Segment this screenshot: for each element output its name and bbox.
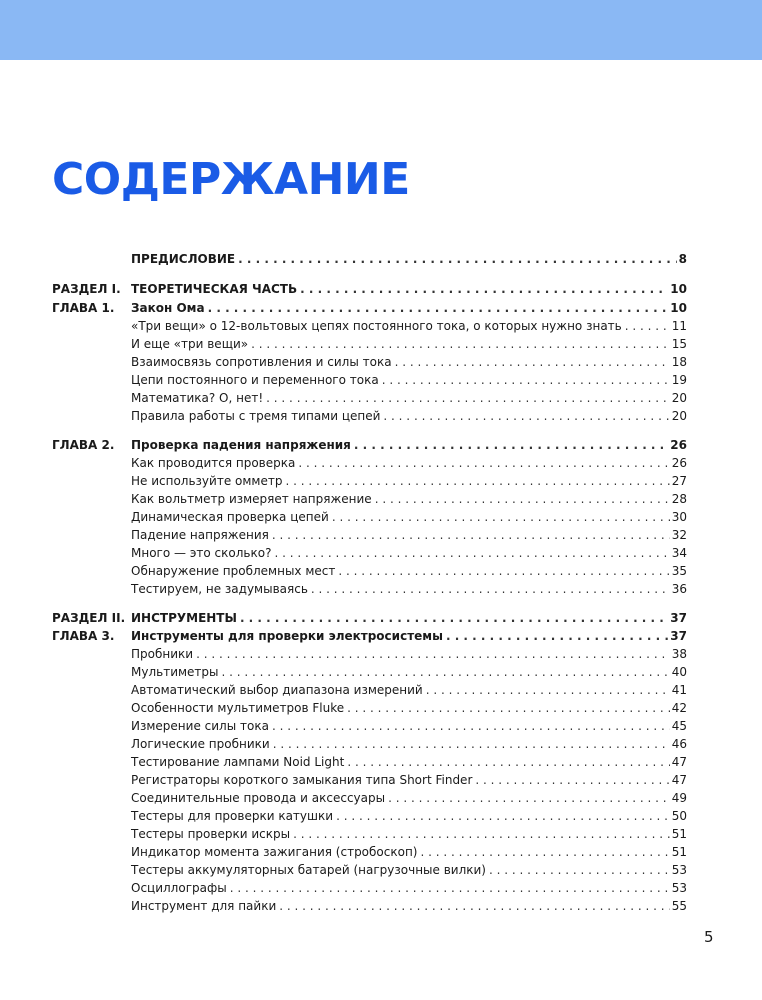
toc-page-number: 15	[671, 337, 687, 351]
toc-entry-line	[131, 353, 687, 372]
toc-entry-line	[131, 436, 687, 455]
toc-entry	[0, 335, 762, 354]
toc-page-number: 20	[671, 409, 687, 423]
toc-entry-line	[131, 454, 687, 473]
toc-entry	[0, 753, 762, 772]
toc-dot-leader	[272, 717, 670, 736]
toc-page-number: 32	[671, 528, 687, 542]
toc-entry-line	[131, 407, 687, 426]
toc-entry-title: Индикатор момента зажигания (стробоскоп)	[131, 843, 420, 862]
toc-entry-title: «Три вещи» о 12-вольтовых цепях постоянного тока, о которых нужно знать	[131, 317, 625, 336]
toc-entry	[0, 609, 762, 628]
toc-page-number: 35	[671, 564, 687, 578]
toc-entry-title: Падение напряжения	[131, 526, 272, 545]
toc-entry-line	[131, 753, 687, 772]
toc-entry-title: Измерение силы тока	[131, 717, 272, 736]
toc-entry-line	[131, 807, 687, 826]
toc-entry-line	[131, 645, 687, 664]
toc-entry-title: Взаимосвязь сопротивления и силы тока	[131, 353, 395, 372]
toc-entry-line	[131, 472, 687, 491]
toc-dot-leader	[208, 299, 669, 318]
toc-dot-leader	[383, 407, 669, 426]
toc-entry	[0, 807, 762, 826]
toc-dot-leader	[274, 544, 669, 563]
toc-entry-line	[131, 735, 687, 754]
toc-page-number: 45	[671, 719, 687, 733]
toc-dot-leader	[426, 681, 670, 700]
toc-entry	[0, 472, 762, 491]
toc-entry-title: Как проводится проверка	[131, 454, 298, 473]
toc-dot-leader	[293, 825, 670, 844]
toc-entry-title: Тестеры аккумуляторных батарей (нагрузочные вилки)	[131, 861, 489, 880]
toc-dot-leader	[354, 436, 668, 455]
toc-entry-title: Мультиметры	[131, 663, 222, 682]
toc-dot-leader	[347, 753, 669, 772]
toc-page-number: 38	[671, 647, 687, 661]
toc-entry-line	[131, 843, 687, 862]
toc-entry-title: Закон Ома	[131, 299, 208, 318]
toc-entry	[0, 250, 762, 269]
toc-dot-leader	[338, 562, 669, 581]
toc-entry-line	[131, 861, 687, 880]
toc-entry-line	[131, 789, 687, 808]
toc-section-label: РАЗДЕЛ I.	[52, 282, 121, 296]
toc-entry-line	[131, 699, 687, 718]
toc-dot-leader	[279, 897, 669, 916]
toc-entry-line	[131, 250, 687, 269]
toc-dot-leader	[300, 280, 668, 299]
toc-entry	[0, 317, 762, 336]
toc-entry-line	[131, 280, 687, 299]
toc-page-number: 18	[671, 355, 687, 369]
toc-entry	[0, 299, 762, 318]
toc-dot-leader	[332, 508, 670, 527]
toc-entry-title: Тестируем, не задумываясь	[131, 580, 311, 599]
toc-entry	[0, 789, 762, 808]
toc-entry	[0, 663, 762, 682]
toc-entry-title: Цепи постоянного и переменного тока	[131, 371, 382, 390]
toc-entry	[0, 353, 762, 372]
toc-entry	[0, 699, 762, 718]
toc-entry	[0, 825, 762, 844]
toc-page-number: 42	[671, 701, 687, 715]
toc-entry-line	[131, 580, 687, 599]
toc-page-number: 26	[671, 456, 687, 470]
toc-entry-line	[131, 544, 687, 563]
toc-entry-title: Много — это сколько?	[131, 544, 274, 563]
toc-entry-title: ПРЕДИСЛОВИЕ	[131, 250, 238, 269]
toc-entry	[0, 436, 762, 455]
toc-dot-leader	[230, 879, 670, 898]
toc-entry-line	[131, 717, 687, 736]
toc-entry	[0, 879, 762, 898]
toc-entry-title: ТЕОРЕТИЧЕСКАЯ ЧАСТЬ	[131, 280, 300, 299]
toc-entry	[0, 735, 762, 754]
toc-dot-leader	[251, 335, 670, 354]
toc-entry-title: Тестирование лампами Noid Light	[131, 753, 347, 772]
toc-dot-leader	[625, 317, 670, 336]
toc-entry-line	[131, 335, 687, 354]
toc-entry	[0, 681, 762, 700]
toc-page-number: 51	[671, 827, 687, 841]
toc-dot-leader	[347, 699, 670, 718]
toc-entry-title: Осциллографы	[131, 879, 230, 898]
toc-page-number: 49	[671, 791, 687, 805]
toc-entry-title: Автоматический выбор диапазона измерений	[131, 681, 426, 700]
toc-dot-leader	[196, 645, 670, 664]
toc-entry	[0, 526, 762, 545]
toc-page-number: 20	[671, 391, 687, 405]
toc-entry-line	[131, 897, 687, 916]
toc-entry	[0, 407, 762, 426]
toc-entry-title: Математика? О, нет!	[131, 389, 266, 408]
toc-dot-leader	[489, 861, 670, 880]
toc-page-number: 55	[671, 899, 687, 913]
toc-entry	[0, 544, 762, 563]
toc-entry-title: Обнаружение проблемных мест	[131, 562, 338, 581]
toc-section-label: ГЛАВА 3.	[52, 629, 115, 643]
toc-page-number: 11	[671, 319, 687, 333]
toc-entry-line	[131, 609, 687, 628]
toc-entry-title: Как вольтметр измеряет напряжение	[131, 490, 375, 509]
toc-dot-leader	[298, 454, 669, 473]
toc-entry-line	[131, 562, 687, 581]
toc-entry	[0, 371, 762, 390]
toc-page-number: 46	[671, 737, 687, 751]
toc-page-number: 53	[671, 881, 687, 895]
toc-section-label: ГЛАВА 1.	[52, 301, 115, 315]
toc-entry-title: Соединительные провода и аксессуары	[131, 789, 388, 808]
toc-entry	[0, 627, 762, 646]
toc-entry-line	[131, 508, 687, 527]
toc-dot-leader	[238, 250, 677, 269]
toc-entry	[0, 717, 762, 736]
toc-entry-line	[131, 825, 687, 844]
toc-dot-leader	[446, 627, 668, 646]
toc-entry-title: Динамическая проверка цепей	[131, 508, 332, 527]
toc-page-number: 37	[670, 629, 687, 643]
toc-entry-title: Не используйте омметр	[131, 472, 285, 491]
toc-entry-title: Регистраторы короткого замыкания типа Short Finder	[131, 771, 475, 790]
toc-entry-line	[131, 490, 687, 509]
toc-page-number: 10	[670, 282, 687, 296]
toc-dot-leader	[388, 789, 670, 808]
toc-entry-line	[131, 771, 687, 790]
toc-page-number: 36	[671, 582, 687, 596]
toc-entry-title: И еще «три вещи»	[131, 335, 251, 354]
toc-entry	[0, 645, 762, 664]
toc-page-number: 50	[671, 809, 687, 823]
toc-page-number: 26	[670, 438, 687, 452]
toc-dot-leader	[272, 526, 670, 545]
toc-dot-leader	[285, 472, 669, 491]
toc-dot-leader	[266, 389, 670, 408]
toc-dot-leader	[475, 771, 669, 790]
toc-entry-title: Правила работы с тремя типами цепей	[131, 407, 383, 426]
toc-dot-leader	[311, 580, 670, 599]
toc-page-number: 51	[671, 845, 687, 859]
toc-entry	[0, 843, 762, 862]
toc-page-number: 47	[671, 755, 687, 769]
toc-page-number: 8	[678, 252, 687, 266]
toc-entry-title: Инструменты для проверки электросистемы	[131, 627, 446, 646]
toc-entry-line	[131, 526, 687, 545]
toc-dot-leader	[420, 843, 669, 862]
toc-entry-title: Проверка падения напряжения	[131, 436, 354, 455]
toc-page-number: 37	[670, 611, 687, 625]
toc-section-label: ГЛАВА 2.	[52, 438, 115, 452]
toc-dot-leader	[336, 807, 670, 826]
toc-entry	[0, 897, 762, 916]
toc-entry-title: Особенности мультиметров Fluke	[131, 699, 347, 718]
toc-entry-line	[131, 879, 687, 898]
toc-entry	[0, 389, 762, 408]
toc-entry-line	[131, 317, 687, 336]
toc-entry	[0, 490, 762, 509]
toc-dot-leader	[273, 735, 670, 754]
toc-dot-leader	[240, 609, 668, 628]
toc-entry-line	[131, 389, 687, 408]
toc-entry-title: Тестеры для проверки катушки	[131, 807, 336, 826]
toc-entry-line	[131, 663, 687, 682]
toc-dot-leader	[395, 353, 670, 372]
toc-dot-leader	[375, 490, 670, 509]
toc-entry-title: Инструмент для пайки	[131, 897, 279, 916]
toc-entry	[0, 508, 762, 527]
toc-section-label: РАЗДЕЛ II.	[52, 611, 126, 625]
toc-entry-line	[131, 371, 687, 390]
toc-page-number: 10	[670, 301, 687, 315]
toc-entry	[0, 562, 762, 581]
toc-entry-title: Тестеры проверки искры	[131, 825, 293, 844]
toc-entry-line	[131, 681, 687, 700]
toc-page-number: 34	[671, 546, 687, 560]
toc-entry	[0, 280, 762, 299]
toc-page-number: 19	[671, 373, 687, 387]
toc-page-number: 28	[671, 492, 687, 506]
toc-entry-title: Логические пробники	[131, 735, 273, 754]
toc-dot-leader	[382, 371, 670, 390]
toc-page-number: 30	[671, 510, 687, 524]
toc-entry-title: ИНСТРУМЕНТЫ	[131, 609, 240, 628]
toc-page-number: 53	[671, 863, 687, 877]
toc-entry-line	[131, 627, 687, 646]
toc-entry	[0, 771, 762, 790]
toc-page-number: 41	[671, 683, 687, 697]
page-number: 5	[704, 928, 714, 946]
toc-entry	[0, 580, 762, 599]
page-title: СОДЕРЖАНИЕ	[52, 154, 410, 205]
toc-dot-leader	[222, 663, 670, 682]
toc-entry-title: Пробники	[131, 645, 196, 664]
toc-entry-line	[131, 299, 687, 318]
toc-entry	[0, 454, 762, 473]
toc-page-number: 40	[671, 665, 687, 679]
toc-page-number: 27	[671, 474, 687, 488]
toc-page-number: 47	[671, 773, 687, 787]
toc-entry	[0, 861, 762, 880]
